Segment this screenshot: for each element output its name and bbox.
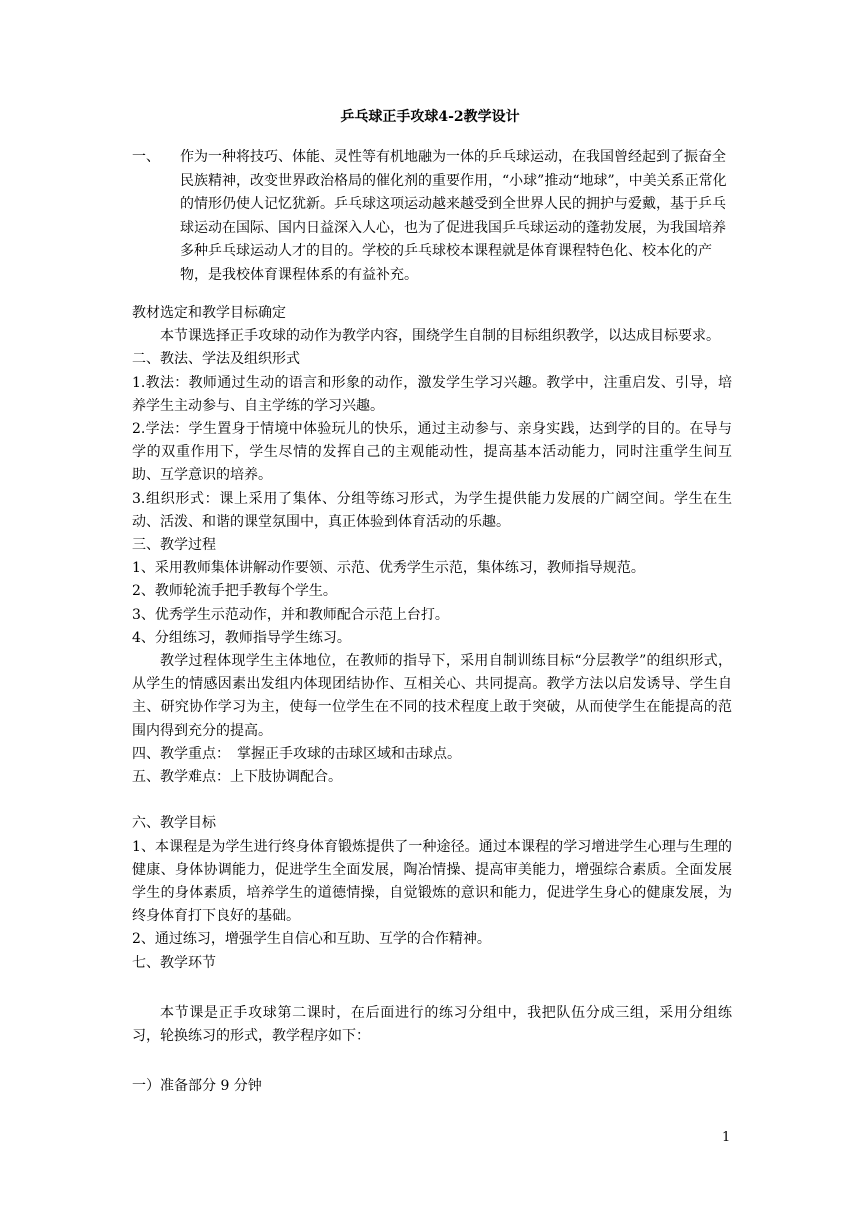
page-number: 1 [722, 1130, 731, 1145]
materials-paragraph: 本节课选择正手攻球的动作为教学内容，围绕学生自制的目标组织教学，以达成目标要求。 [160, 328, 720, 345]
blank-line [132, 789, 732, 812]
process-item-3: 3、优秀学生示范动作，并和教师配合示范上台打。 [132, 606, 449, 623]
methods-item-3: 3.组织形式：课上采用了集体、分组等练习形式，为学生提供能力发展的广阔空间。学生在生动、活泼、和谐的课堂氛围中，真正体验到体育活动的乐趣。 [132, 490, 732, 530]
methods-item-1: 1.教法：教师通过生动的语言和形象的动作，激发学生学习兴趣。教学中，注重启发、引导，培养学生主动参与、自主学练的学习兴趣。 [132, 374, 732, 414]
document-body [132, 302, 732, 1098]
process-paragraph: 教学过程体现学生主体地位，在教师的指导下，采用自制训练目标“分层教学”的组织形式，从学生的情感因素出发组内体现团结协作、互相关心、共同提高。教学方法以启发诱导、学生自主、研究协作学习为主，使每一位学生在不同的技术程度上敢于突破，从而使学生在能提高的范围内得到充分的提高。 [132, 653, 732, 739]
methods-heading: 二、教法、学法及组织形式 [132, 351, 300, 368]
prep-heading: 一）准备部分 9 分钟 [132, 1078, 262, 1095]
process-heading: 三、教学过程 [132, 537, 216, 554]
intro-section [132, 146, 732, 287]
intro-paragraph: 作为一种将技巧、体能、灵性等有机地融为一体的乒乓球运动，在我国曾经起到了振奋全民族精神，改变世界政治格局的催化剂的重要作用，“小球”推动“地球”，中美关系正常化的情形仍使人记忆犹新。乒乓球这项运动越来越受到全世界人民的拥护与爱戴，基于乒乓球运动在国际、国内日益深入人心，也为了促进我国乒乓球运动的蓬勃发展，为我国培养多种乒乓球运动人才的目的。学校的乒乓球校本课程就是体育课程特色化、校本化的产物，是我校体育课程体系的有益补充。 [180, 149, 727, 283]
goals-item-1: 1、本课程是为学生进行终身体育锻炼提供了一种途径。通过本课程的学习增进学生心理与生理的健康、身体协调能力，促进学生全面发展，陶冶情操、提高审美能力，增强综合素质。全面发展学生的身体素质，培养学生的道德情操，自觉锻炼的意识和能力，促进学生身心的健康发展，为终身体育打下良好的基础。 [132, 838, 732, 925]
stage-heading: 七、教学环节 [132, 954, 216, 971]
key-point: 四、教学重点： 掌握正手攻球的击球区域和击球点。 [132, 745, 461, 762]
intro-number: 一、 [132, 149, 160, 165]
process-item-4: 4、分组练习，教师指导学生练习。 [132, 629, 351, 646]
document-title: 乒乓球正手攻球4-2教学设计 [340, 109, 520, 125]
process-item-1: 1、采用教师集体讲解动作要领、示范、优秀学生示范，集体练习，教师指导规范。 [132, 560, 645, 577]
stage-paragraph: 本节课是正手攻球第二课时，在后面进行的练习分组中，我把队伍分成三组，采用分组练习，轮换练习的形式，教学程序如下： [132, 1004, 732, 1045]
difficulty: 五、教学难点：上下肢协调配合。 [132, 769, 342, 786]
blank-line [132, 1048, 732, 1075]
process-item-2: 2、教师轮流手把手教每个学生。 [132, 583, 337, 600]
blank-line [132, 975, 732, 1002]
methods-item-2: 2.学法：学生置身于情境中体验玩儿的快乐，通过主动参与、亲身实践，达到学的目的。在导与学的双重作用下，学生尽情的发挥自己的主观能动性，提高基本活动能力，同时注重学生间互助、互学意识的培养。 [132, 421, 732, 484]
materials-heading: 教材选定和教学目标确定 [132, 305, 286, 321]
goals-heading: 六、教学目标 [132, 815, 216, 832]
goals-item-2: 2、通过练习，增强学生自信心和互助、互学的合作精神。 [132, 931, 491, 948]
